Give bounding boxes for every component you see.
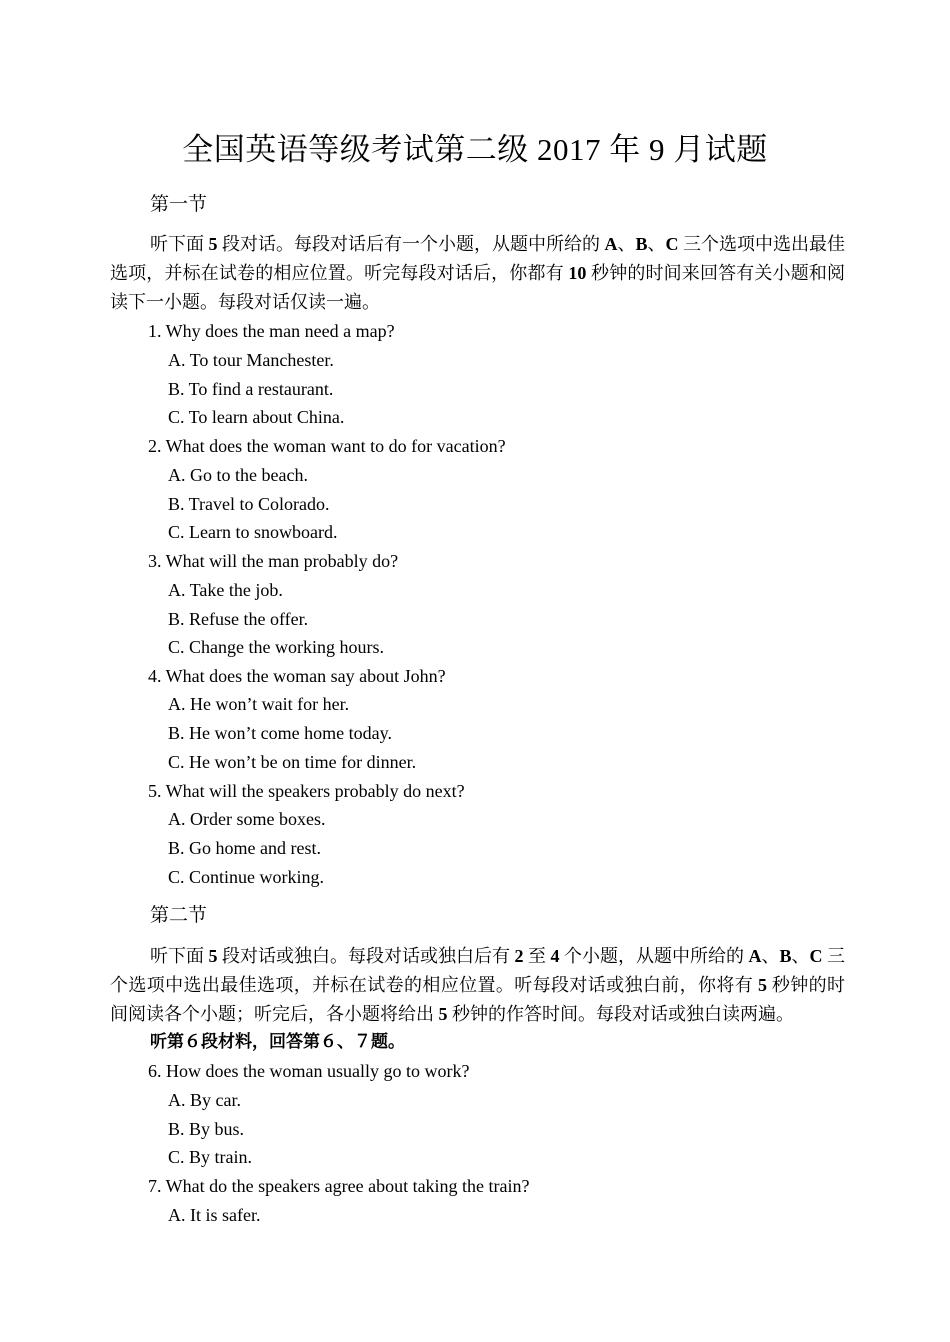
question-6-option-a: A. By car. [168,1090,241,1110]
section-2-instructions: 听下面 5 段对话或独白。每段对话或独白后有 2 至 4 个小题，从题中所给的 A、B、C 三个选项中选出最佳选项，并标在试卷的相应位置。听每段对话或独白前，你将有 5 秒钟的时间阅读各个小题；听完后，各小题将给出 5 秒钟的作答时间。每段对话或独白读两遍。 [110,946,846,1024]
question-4-option-b: B. He won’t come home today. [168,723,392,743]
question-3: 3. What will the man probably do? [148,551,399,571]
question-4-option-c: C. He won’t be on time for dinner. [168,752,417,772]
question-3-option-c: C. Change the working hours. [168,637,384,657]
material-6-label: 听第６段材料，回答第６、７题。 [150,1032,405,1052]
question-1-option-c: C. To learn about China. [168,407,345,427]
question-2-option-b: B. Travel to Colorado. [168,494,330,514]
question-5-option-b: B. Go home and rest. [168,838,321,858]
section-1-heading: 第一节 [150,193,208,215]
question-5: 5. What will the speakers probably do next? [148,781,465,801]
question-7: 7. What do the speakers agree about taking the train? [148,1176,530,1196]
page-title: 全国英语等级考试第二级 2017 年 9 月试题 [182,132,768,167]
question-1: 1. Why does the man need a map? [148,321,395,341]
question-5-option-a: A. Order some boxes. [168,809,326,829]
question-6-option-b: B. By bus. [168,1119,245,1139]
question-5-option-c: C. Continue working. [168,867,324,887]
question-2-option-a: A. Go to the beach. [168,465,308,485]
question-1-option-b: B. To find a restaurant. [168,379,334,399]
question-3-option-b: B. Refuse the offer. [168,609,309,629]
question-2-option-c: C. Learn to snowboard. [168,522,338,542]
section-1-instructions: 听下面 5 段对话。每段对话后有一个小题，从题中所给的 A、B、C 三个选项中选出最佳选项，并标在试卷的相应位置。听完每段对话后，你都有 10 秒钟的时间来回答有关小题和阅读下一小题。每段对话仅读一遍。 [110,234,846,312]
question-2: 2. What does the woman want to do for vacation? [148,436,506,456]
question-1-option-a: A. To tour Manchester. [168,350,334,370]
question-6: 6. How does the woman usually go to work? [148,1061,470,1081]
question-6-option-c: C. By train. [168,1147,252,1167]
question-7-option-a: A. It is safer. [168,1205,261,1225]
question-4-option-a: A. He won’t wait for her. [168,694,350,714]
question-4: 4. What does the woman say about John? [148,666,446,686]
section-2-heading: 第二节 [150,904,208,926]
question-3-option-a: A. Take the job. [168,580,283,600]
